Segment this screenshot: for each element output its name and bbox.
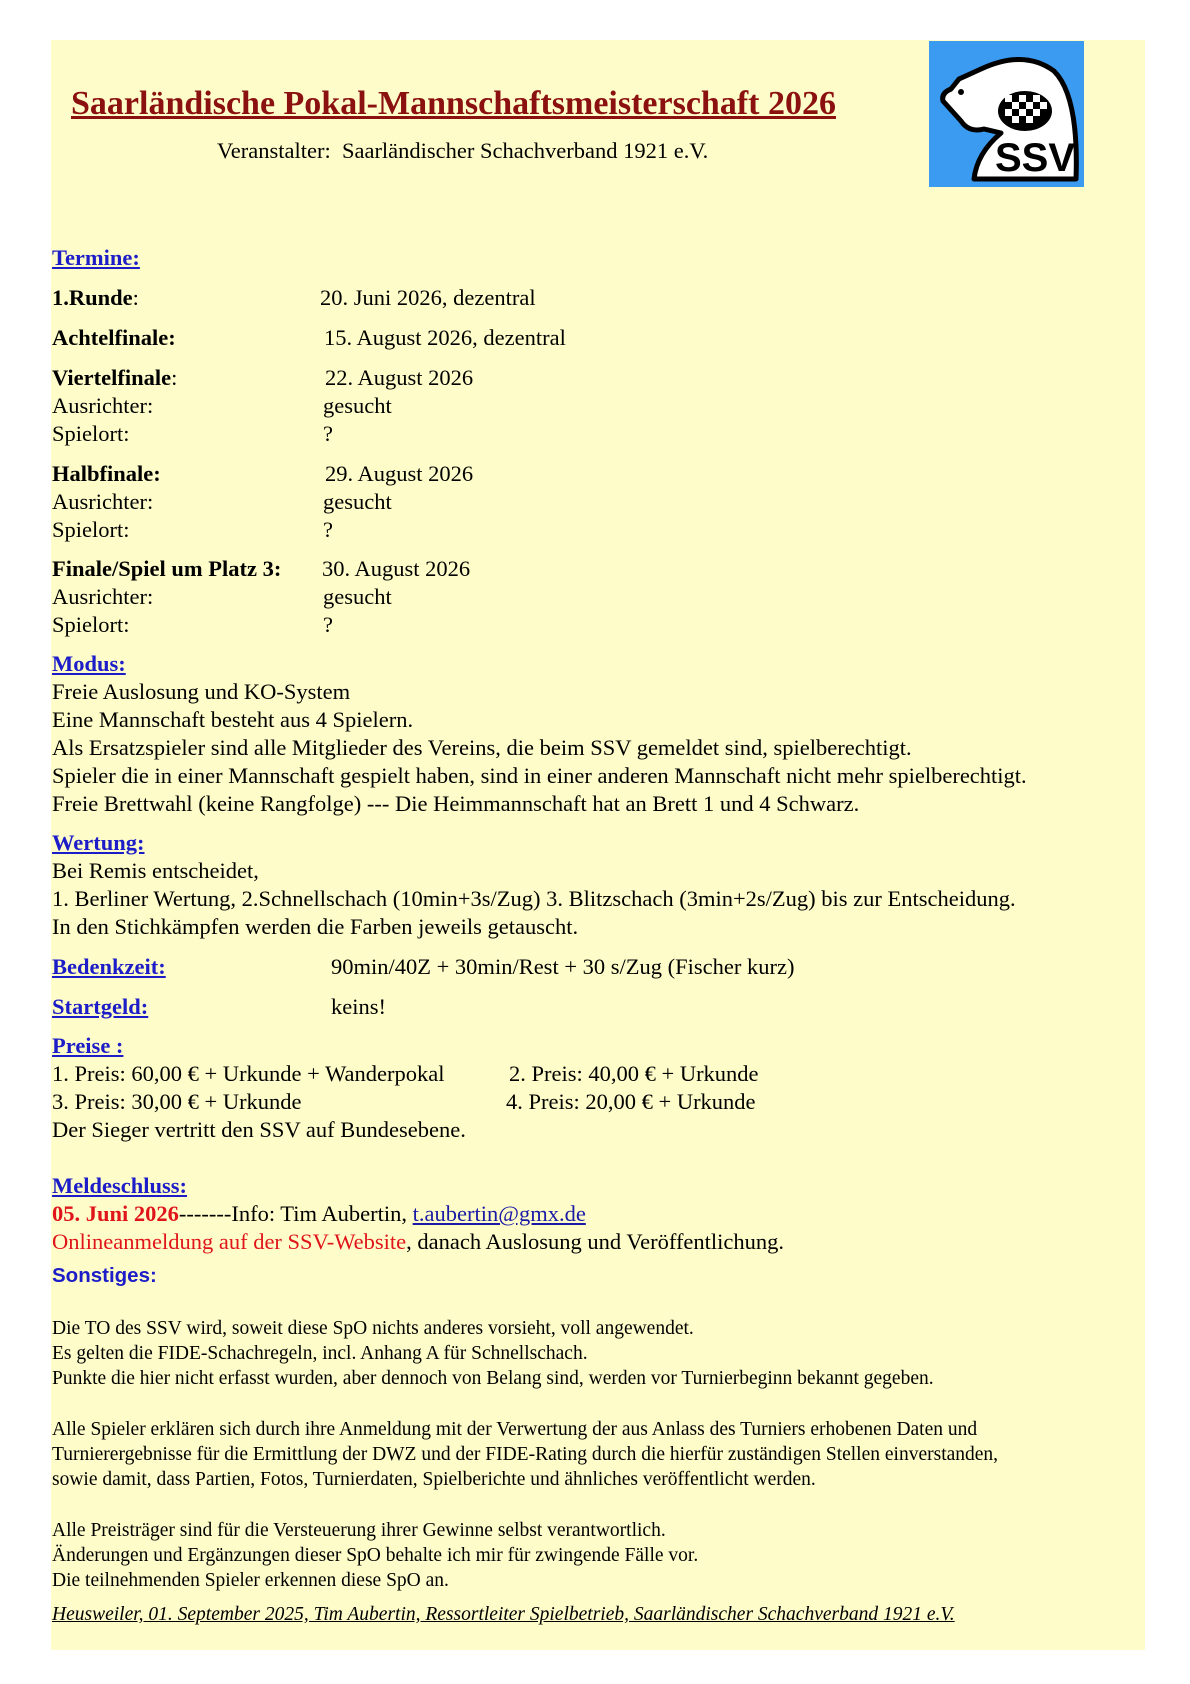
preise-heading: Preise : xyxy=(52,1033,124,1058)
prize-4: 4. Preis: 20,00 € + Urkunde xyxy=(506,1089,756,1114)
viertel-colon: : xyxy=(171,365,178,390)
ssv-logo xyxy=(929,41,1084,187)
meldeschluss-line xyxy=(52,1200,586,1228)
sonstiges-line: Alle Preisträger sind für die Versteuerung ihrer Gewinne selbst verantwortlich. xyxy=(52,1520,666,1541)
modus-line: Spieler die in einer Mannschaft gespielt haben, sind in einer anderen Mannschaft nicht mehr spielberechtigt. xyxy=(52,763,1027,788)
meldeschluss-heading: Meldeschluss: xyxy=(52,1173,187,1198)
organizer-line xyxy=(217,137,708,165)
viertel-label-text: Viertelfinale xyxy=(52,365,172,390)
online-line xyxy=(52,1228,784,1256)
bedenkzeit-value: 90min/40Z + 30min/Rest + 30 s/Zug (Fischer kurz) xyxy=(331,954,795,979)
halb-value: 29. August 2026 xyxy=(325,461,474,486)
bedenkzeit-heading: Bedenkzeit: xyxy=(52,954,166,979)
modus-line: Freie Auslosung und KO-System xyxy=(52,679,351,704)
sonstiges-line: Turnierergebnisse für die Ermittlung der DWZ und der FIDE-Rating durch die hierfür zuständigen Stellen einverstanden, xyxy=(52,1444,999,1465)
achtel-value: 15. August 2026, dezentral xyxy=(324,325,566,350)
email-link[interactable]: t.aubertin@gmx.de xyxy=(412,1201,586,1226)
ausrichter-label: Ausrichter: xyxy=(52,489,154,514)
sonstiges-line: Alle Spieler erklären sich durch ihre Anmeldung mit der Verwertung der aus Anlass des Turniers erhobenen Daten und xyxy=(52,1419,978,1440)
info-text: -------Info: Tim Aubertin, xyxy=(178,1201,413,1226)
wertung-line: 1. Berliner Wertung, 2.Schnellschach (10min+3s/Zug) 3. Blitzschach (3min+2s/Zug) bis zur Entscheidung. xyxy=(52,886,1016,911)
wertung-line: Bei Remis entscheidet, xyxy=(52,858,259,883)
startgeld-value: keins! xyxy=(331,994,386,1019)
termine-heading: Termine: xyxy=(52,245,140,270)
organizer-label: Veranstalter: xyxy=(217,138,331,163)
sonstiges-line: Änderungen und Ergänzungen dieser SpO behalte ich mir für zwingende Fälle vor. xyxy=(52,1545,699,1566)
chess-knight-icon xyxy=(929,41,1084,187)
viertel-value: 22. August 2026 xyxy=(325,365,474,390)
runde1-label-text: 1.Runde xyxy=(52,285,133,310)
signature-footer: Heusweiler, 01. September 2025, Tim Aubertin, Ressortleiter Spielbetrieb, Saarländischer Schachverband 1921 e.V. xyxy=(52,1604,955,1625)
startgeld-heading: Startgeld: xyxy=(52,994,149,1019)
sonstiges-line: Punkte die hier nicht erfasst wurden, aber dennoch von Belang sind, werden vor Turnierbeginn bekannt gegeben. xyxy=(52,1368,934,1389)
final-label: Finale/Spiel um Platz 3: xyxy=(52,556,282,581)
organizer-name: Saarländischer Schachverband 1921 e.V. xyxy=(341,138,709,163)
final-value: 30. August 2026 xyxy=(322,556,471,581)
wertung-heading: Wertung: xyxy=(52,830,145,855)
modus-heading: Modus: xyxy=(52,651,126,676)
prize-3: 3. Preis: 30,00 € + Urkunde xyxy=(52,1089,302,1114)
online-rest-text: , danach Auslosung und Veröffentlichung. xyxy=(406,1229,785,1254)
spielort-label: Spielort: xyxy=(52,612,130,637)
spielort-value: ? xyxy=(323,421,333,446)
halb-label: Halbfinale: xyxy=(52,461,161,486)
modus-line: Eine Mannschaft besteht aus 4 Spielern. xyxy=(52,707,414,732)
sonstiges-line: Die TO des SSV wird, soweit diese SpO nichts anderes vorsieht, voll angewendet. xyxy=(52,1318,694,1339)
modus-line: Freie Brettwahl (keine Rangfolge) --- Die Heimmannschaft hat an Brett 1 und 4 Schwarz. xyxy=(52,791,860,816)
spielort-value: ? xyxy=(323,517,333,542)
sonstiges-line: Die teilnehmenden Spieler erkennen diese SpO an. xyxy=(52,1570,449,1591)
sonstiges-line: sowie damit, dass Partien, Fotos, Turnierdaten, Spielberichte und ähnliches veröffentlicht werden. xyxy=(52,1469,816,1490)
ausrichter-label: Ausrichter: xyxy=(52,393,154,418)
viertel-label xyxy=(52,364,177,392)
ausrichter-value: gesucht xyxy=(323,584,392,609)
ausrichter-value: gesucht xyxy=(323,393,392,418)
achtel-label: Achtelfinale: xyxy=(52,325,176,350)
logo-text: SSV xyxy=(995,136,1076,180)
prize-1: 1. Preis: 60,00 € + Urkunde + Wanderpokal xyxy=(52,1061,445,1086)
sonstiges-line: Es gelten die FIDE-Schachregeln, incl. Anhang A für Schnellschach. xyxy=(52,1343,588,1364)
modus-line: Als Ersatzspieler sind alle Mitglieder des Vereins, die beim SSV gemeldet sind, spielberechtigt. xyxy=(52,735,912,760)
ausrichter-label: Ausrichter: xyxy=(52,584,154,609)
ausrichter-value: gesucht xyxy=(323,489,392,514)
spielort-label: Spielort: xyxy=(52,421,130,446)
wertung-line: In den Stichkämpfen werden die Farben jeweils getauscht. xyxy=(52,914,579,939)
sonstiges-heading: Sonstiges: xyxy=(52,1264,157,1287)
page-title: Saarländische Pokal-Mannschaftsmeisterschaft 2026 xyxy=(71,85,836,122)
online-registration-text: Onlineanmeldung auf der SSV-Website xyxy=(52,1229,407,1254)
runde1-label xyxy=(52,284,139,312)
spielort-label: Spielort: xyxy=(52,517,130,542)
document-page xyxy=(51,40,1145,1650)
deadline-date: 05. Juni 2026 xyxy=(52,1201,179,1226)
prize-note: Der Sieger vertritt den SSV auf Bundesebene. xyxy=(52,1117,466,1142)
runde1-value: 20. Juni 2026, dezentral xyxy=(320,285,536,310)
prize-2: 2. Preis: 40,00 € + Urkunde xyxy=(509,1061,759,1086)
spielort-value: ? xyxy=(323,612,333,637)
runde1-colon: : xyxy=(132,285,139,310)
